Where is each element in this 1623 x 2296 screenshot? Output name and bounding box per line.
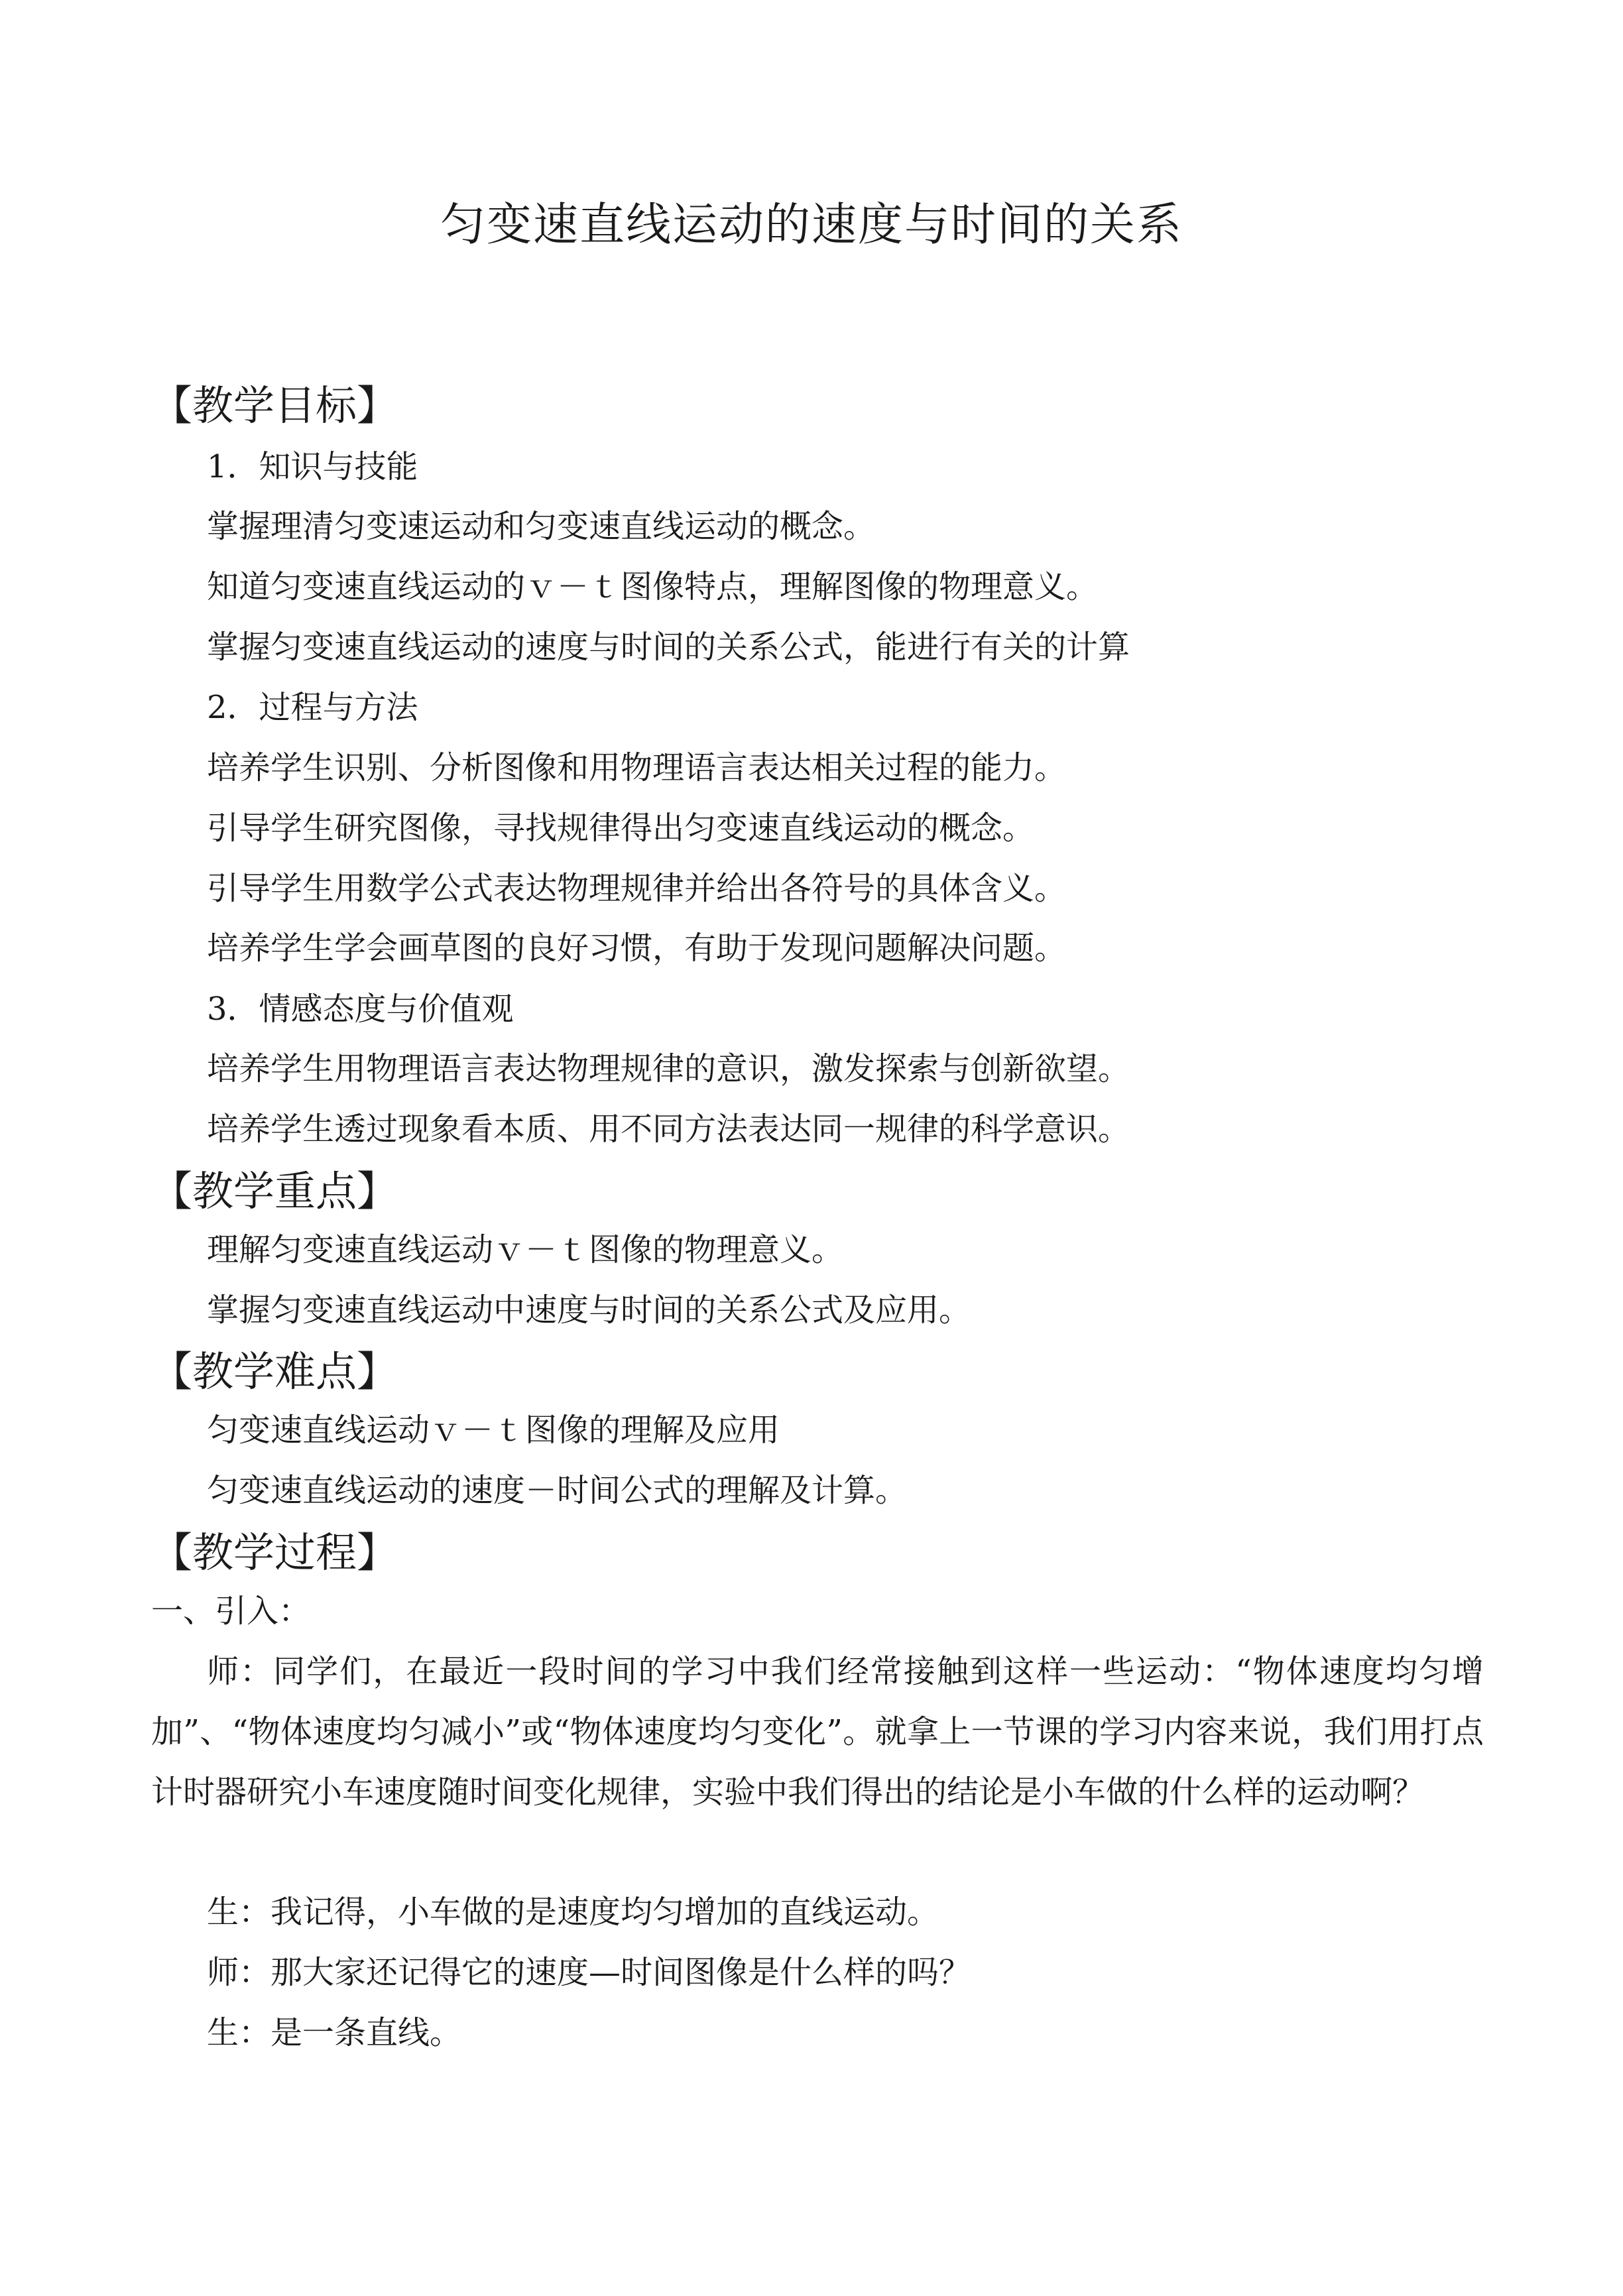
knowledge-subheading: 1．知识与技能 (207, 448, 418, 485)
knowledge-item: 掌握匀变速直线运动的速度与时间的关系公式，能进行有关的计算 (207, 629, 1130, 666)
attitude-item: 培养学生用物理语言表达物理规律的意识，激发探索与创新欲望。 (207, 1050, 1130, 1087)
dialogue-paragraph: 生：是一条直线。 (207, 2014, 462, 2051)
difficulty-item: 匀变速直线运动的速度－时间公式的理解及计算。 (207, 1472, 908, 1509)
document-title: 匀变速直线运动的速度与时间的关系 (440, 199, 1183, 251)
process-subheading: 2．过程与方法 (207, 689, 418, 726)
key-point-item: 理解匀变速直线运动ｖ－ｔ图像的物理意义。 (207, 1231, 844, 1268)
process-item: 引导学生用数学公式表达物理规律并给出各符号的具体含义。 (207, 870, 1067, 907)
attitude-item: 培养学生透过现象看本质、用不同方法表达同一规律的科学意识。 (207, 1111, 1130, 1148)
knowledge-item: 掌握理清匀变速运动和匀变速直线运动的概念。 (207, 508, 876, 545)
dialogue-paragraph: 生：我记得，小车做的是速度均匀增加的直线运动。 (207, 1894, 939, 1931)
key-points-heading: 【教学重点】 (151, 1167, 398, 1215)
knowledge-item: 知道匀变速直线运动的ｖ－ｔ图像特点，理解图像的物理意义。 (207, 568, 1099, 605)
teaching-process-heading: 【教学过程】 (151, 1528, 398, 1577)
dialogue-paragraph: 师：同学们，在最近一段时间的学习中我们经常接触到这样一些运动：“物体速度均匀增加”、“物体速度均匀减小”或“物体速度均匀变化”。就拿上一节课的学习内容来说，我们用打点计时器研究小车速度随时间变化规律，实验中我们得出的结论是小车做的什么样的运动啊？ (151, 1653, 1484, 1811)
attitude-subheading: 3．情感态度与价值观 (207, 991, 514, 1028)
process-item: 培养学生识别、分析图像和用物理语言表达相关过程的能力。 (207, 749, 1067, 786)
difficulty-item: 匀变速直线运动ｖ－ｔ图像的理解及应用 (207, 1412, 780, 1449)
objectives-heading: 【教学目标】 (151, 381, 398, 430)
difficulties-heading: 【教学难点】 (151, 1347, 398, 1396)
dialogue-paragraph: 师：那大家还记得它的速度—时间图像是什么样的吗？ (207, 1954, 971, 1991)
process-item: 引导学生研究图像，寻找规律得出匀变速直线运动的概念。 (207, 810, 1035, 847)
key-point-item: 掌握匀变速直线运动中速度与时间的关系公式及应用。 (207, 1292, 971, 1329)
intro-heading: 一、引入： (151, 1593, 311, 1630)
process-item: 培养学生学会画草图的良好习惯，有助于发现问题解决问题。 (207, 930, 1067, 967)
